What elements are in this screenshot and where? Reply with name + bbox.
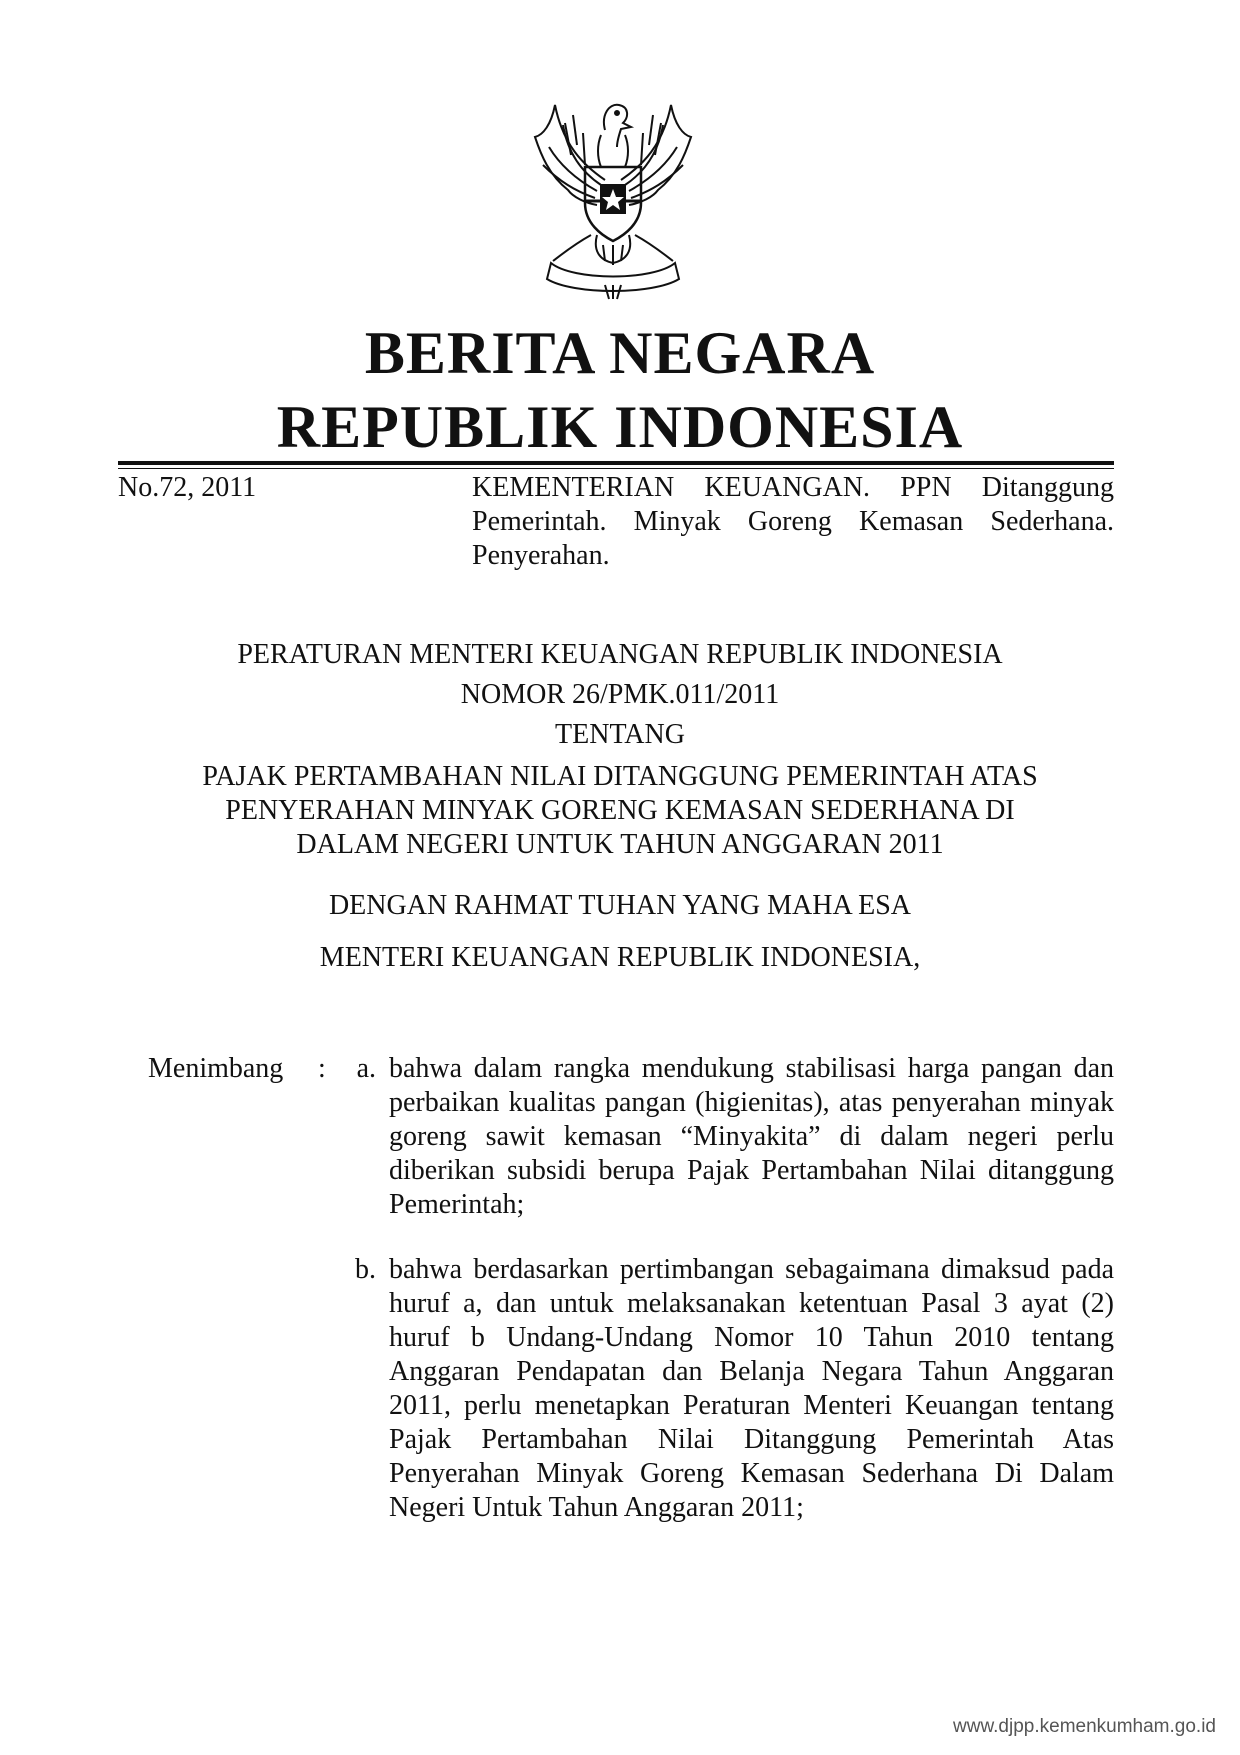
header-divider	[118, 461, 1114, 465]
regulation-subject-line: PAJAK PERTAMBAHAN NILAI DITANGGUNG PEMERINTAH ATAS	[202, 761, 1038, 792]
regulation-subject-line: PENYERAHAN MINYAK GORENG KEMASAN SEDERHANA DI	[225, 795, 1015, 826]
preamble-line: DENGAN RAHMAT TUHAN YANG MAHA ESA	[328, 890, 912, 921]
considering-label: Menimbang	[148, 1053, 284, 1084]
considering-item: bahwa dalam rangka mendukung stabilisasi harga pangan dan perbaikan kualitas pangan (higienitas), atas penyerahan minyak goreng sawit kemasan “Minyakita” di dalam negeri perlu diberikan subsidi berupa Pajak Pertambahan Nilai ditanggung Pemerintah;	[389, 1053, 1114, 1220]
regulation-about: TENTANG	[555, 719, 685, 750]
regulation-number: NOMOR 26/PMK.011/2011	[460, 679, 780, 710]
considering-colon: :	[318, 1053, 326, 1084]
item-letter: b.	[355, 1254, 376, 1285]
masthead-subtitle: REPUBLIK INDONESIA	[276, 394, 964, 460]
item-letter: a.	[356, 1053, 376, 1084]
source-watermark: www.djpp.kemenkumham.go.id	[953, 1716, 1216, 1737]
regulation-subject-line: DALAM NEGERI UNTUK TAHUN ANGGARAN 2011	[296, 829, 944, 860]
gazette-number: No.72, 2011	[118, 472, 257, 503]
regulation-title: PERATURAN MENTERI KEUANGAN REPUBLIK INDONESIA	[237, 639, 1003, 670]
header-divider-thin	[118, 468, 1114, 469]
masthead-title: BERITA NEGARA	[364, 320, 876, 386]
considering-item: bahwa berdasarkan pertimbangan sebagaimana dimaksud pada huruf a, dan untuk melaksanakan ketentuan Pasal 3 ayat (2) huruf b Undang-Undang Nomor 10 Tahun 2010 tentang Anggaran Pendapatan dan Belanja Negara Tahun Anggaran 2011, perlu menetapkan Peraturan Menteri Keuangan tentang Pajak Pertambahan Nilai Ditanggung Pemerintah Atas Penyerahan Minyak Goreng Kemasan Sederhana Di Dalam Negeri Untuk Tahun Anggaran 2011;	[389, 1254, 1114, 1523]
gazette-subject: KEMENTERIAN KEUANGAN. PPN Ditanggung Pemerintah. Minyak Goreng Kemasan Sederhana. Penyerahan.	[472, 472, 1114, 571]
garuda-emblem-icon	[513, 85, 713, 300]
preamble-line: MENTERI KEUANGAN REPUBLIK INDONESIA,	[319, 942, 921, 973]
